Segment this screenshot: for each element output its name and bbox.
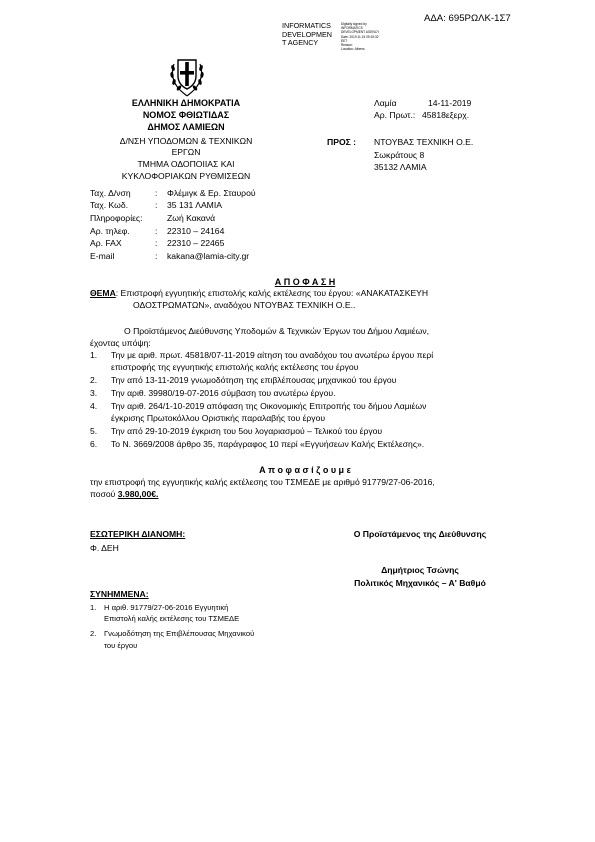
contact-email-value[interactable]: kakana@lamia-city.gr xyxy=(167,251,250,261)
date-value: 14-11-2019 xyxy=(428,98,472,108)
header-directorate-line1: Δ/ΝΣΗ ΥΠΟΔΟΜΩΝ & ΤΕΧΝΙΚΩΝ xyxy=(119,136,253,146)
stamp-label-line: INFORMATICS xyxy=(282,21,331,30)
stamp-fine-line: Digitally signed by xyxy=(341,22,367,26)
contact-info-label: Πληροφορίες: xyxy=(90,213,143,223)
recipient-line: Σωκράτους 8 xyxy=(374,150,425,160)
protocol-label: Αρ. Πρωτ.: xyxy=(374,110,416,120)
contact-phone-label: Αρ. τηλεφ. xyxy=(90,226,130,236)
attachment-text-cont: του έργου xyxy=(104,641,138,650)
attachment-text: Η αριθ. 91779/27-06-2016 Εγγυητική xyxy=(104,603,229,612)
stamp-label-line: T AGENCY xyxy=(282,38,319,48)
recipient-line: ΝΤΟΥΒΑΣ ΤΕΧΝΙΚΗ Ο.Ε. xyxy=(374,137,474,147)
stamp-fine-line: EET xyxy=(341,38,348,43)
protocol-number: 45818εξερχ. xyxy=(422,110,470,120)
consideration-text-cont: έγκρισης Πρωτοκόλλου Οριστικής παραλαβής του έργου xyxy=(111,413,326,423)
intro-line1: Ο Προϊστάμενος Διεύθυνσης Υποδομών & Τεχνικών Έργων του Δήμου Λαμιέων, xyxy=(124,326,430,336)
subject-text: : Επιστροφή εγγυητικής επιστολής καλής εκτέλεσης του έργου: «ΑΝΑΚΑΤΑΣΚΕΥΗ xyxy=(115,288,429,298)
contact-phone-value: 22310 – 24164 xyxy=(167,226,225,236)
contact-fax-sep: : xyxy=(155,238,158,248)
contact-phone-sep: : xyxy=(155,226,158,236)
consideration-text: Την με αριθ. πρωτ. 45818/07-11-2019 αίτηση του αναδόχου του ανωτέρω έργου περί xyxy=(111,350,434,360)
contact-address-sep: : xyxy=(155,188,158,198)
decision-amount-prefix: ποσού xyxy=(90,489,118,499)
signature-title: Πολιτικός Μηχανικός – Α' Βαθμό xyxy=(354,578,486,588)
stamp-fine-line xyxy=(341,51,379,55)
consideration-text: Την αριθ. 39980/19-07-2016 σύμβαση του ανωτέρω έργου. xyxy=(111,388,336,398)
consideration-number: 6. xyxy=(90,439,98,449)
attachment-number: 2. xyxy=(90,629,97,638)
consideration-text: Την αριθ. 264/1-10-2019 απόφαση της Οικονομικής Επιτροπής του δήμου Λαμιέων xyxy=(111,401,427,411)
consideration-text: Το Ν. 3669/2008 άρθρο 35, παράγραφος 10 περί «Εγγυήσεων Καλής Εκτέλεσης». xyxy=(111,439,425,449)
attachment-text-cont: Επιστολή καλής εκτέλεσης του ΤΣΜΕΔΕ xyxy=(104,614,240,623)
stamp-label-line: DEVELOPMEN xyxy=(282,29,332,39)
attachments-title: ΣΥΝΗΜΜΕΝΑ: xyxy=(90,589,149,599)
contact-fax-label: Αρ. FAX xyxy=(90,238,122,248)
decision-amount: 3.980,00€. xyxy=(117,489,159,499)
greek-coat-of-arms-icon xyxy=(166,52,208,98)
consideration-number: 3. xyxy=(90,388,98,398)
intro-line2: έχοντας υπόψη: xyxy=(90,338,151,348)
attachment-text: Γνωμοδότηση της Επιβλέπουσας Μηχανικού xyxy=(104,629,255,638)
consideration-number: 2. xyxy=(90,375,98,385)
contact-fax-value: 22310 – 22465 xyxy=(167,238,225,248)
decision-text-line1: την επιστροφή της εγγυητικής καλής εκτέλεσης του ΤΣΜΕΔΕ με αριθμό 91779/27-06-2016, xyxy=(90,477,435,487)
stamp-fine-line: Reason: xyxy=(341,43,353,48)
contact-email-sep: : xyxy=(155,251,158,261)
consideration-text: Την από 13-11-2019 γνωμοδότηση της επιβλέπουσας μηχανικού του έργου xyxy=(111,375,397,385)
signature-name: Δημήτριος Τσώνης xyxy=(381,565,459,575)
decision-text-line2 xyxy=(90,490,158,499)
stamp-fine-line: Location: Athens xyxy=(341,47,365,52)
header-department-line1: ΤΜΗΜΑ ΟΔΟΠΟΙΙΑΣ ΚΑΙ xyxy=(137,159,235,169)
contact-email-label: E-mail xyxy=(90,251,115,261)
recipient-line: 35132 ΛΑΜΙΑ xyxy=(374,162,427,172)
signature-stamp-label xyxy=(282,22,332,48)
header-directorate-line2: ΕΡΓΩΝ xyxy=(171,147,201,157)
recipient-label: ΠΡΟΣ : xyxy=(327,137,357,147)
header-prefecture: ΝΟΜΟΣ ΦΘΙΩΤΙΔΑΣ xyxy=(142,110,230,120)
stamp-fine-line: DEVELOPMENT AGENCY xyxy=(341,30,380,35)
subject-line1 xyxy=(90,289,428,298)
decision-title: Α Π Ο Φ Α Σ Η xyxy=(274,277,336,287)
consideration-text: Την από 29-10-2019 έγκριση του 5ου λογαριασμού – Τελικού του έργου xyxy=(111,426,383,436)
header-municipality: ΔΗΜΟΣ ΛΑΜΙΕΩΝ xyxy=(147,122,225,132)
header-department-line2: ΚΥΚΛΟΦΟΡΙΑΚΩΝ ΡΥΘΜΙΣΕΩΝ xyxy=(121,171,251,181)
contact-postcode-label: Ταχ. Κωδ. xyxy=(90,200,129,210)
subject-line2: ΟΔΟΣΤΡΩΜΑΤΩΝ», αναδόχου ΝΤΟΥΒΑΣ ΤΕΧΝΙΚΗ Ο.Ε.. xyxy=(133,300,356,310)
decide-title: Α π ο φ α σ ί ζ ο υ μ ε xyxy=(259,465,351,475)
contact-postcode-value: 35 131 ΛΑΜΙΑ xyxy=(167,200,222,210)
signature-stamp-fine-print xyxy=(341,22,379,56)
internal-distribution-item: Φ. ΔΕΗ xyxy=(90,543,119,553)
stamp-fine-line: Date: 2019.11.15 09:15:32 xyxy=(341,34,379,39)
subject-label: ΘΕΜΑ xyxy=(90,288,116,298)
consideration-number: 1. xyxy=(90,350,98,360)
attachment-number: 1. xyxy=(90,603,97,612)
consideration-text-cont: επιστροφής της εγγυητικής επιστολής καλής εκτέλεσης του έργου xyxy=(111,362,359,372)
contact-address-label: Ταχ. Δ/νση xyxy=(90,188,131,198)
consideration-number: 4. xyxy=(90,401,98,411)
ada-code: ΑΔΑ: 695ΡΩΛΚ-1Σ7 xyxy=(424,13,511,24)
stamp-fine-line: INFORMATICS xyxy=(341,26,363,31)
signature-role: Ο Προϊστάμενος της Διεύθυνσης xyxy=(353,529,487,539)
contact-postcode-sep: : xyxy=(155,200,158,210)
header-republic: ΕΛΛΗΝΙΚΗ ΔΗΜΟΚΡΑΤΙΑ xyxy=(131,98,241,108)
internal-distribution-title: ΕΣΩΤΕΡΙΚΗ ΔΙΑΝΟΜΗ: xyxy=(90,529,186,539)
date-city: Λαμία xyxy=(374,98,397,108)
contact-address-value: Φλέμιγκ & Ερ. Σταυρού xyxy=(167,188,256,198)
contact-info-value: Ζωή Κακανά xyxy=(167,213,216,223)
consideration-number: 5. xyxy=(90,426,98,436)
